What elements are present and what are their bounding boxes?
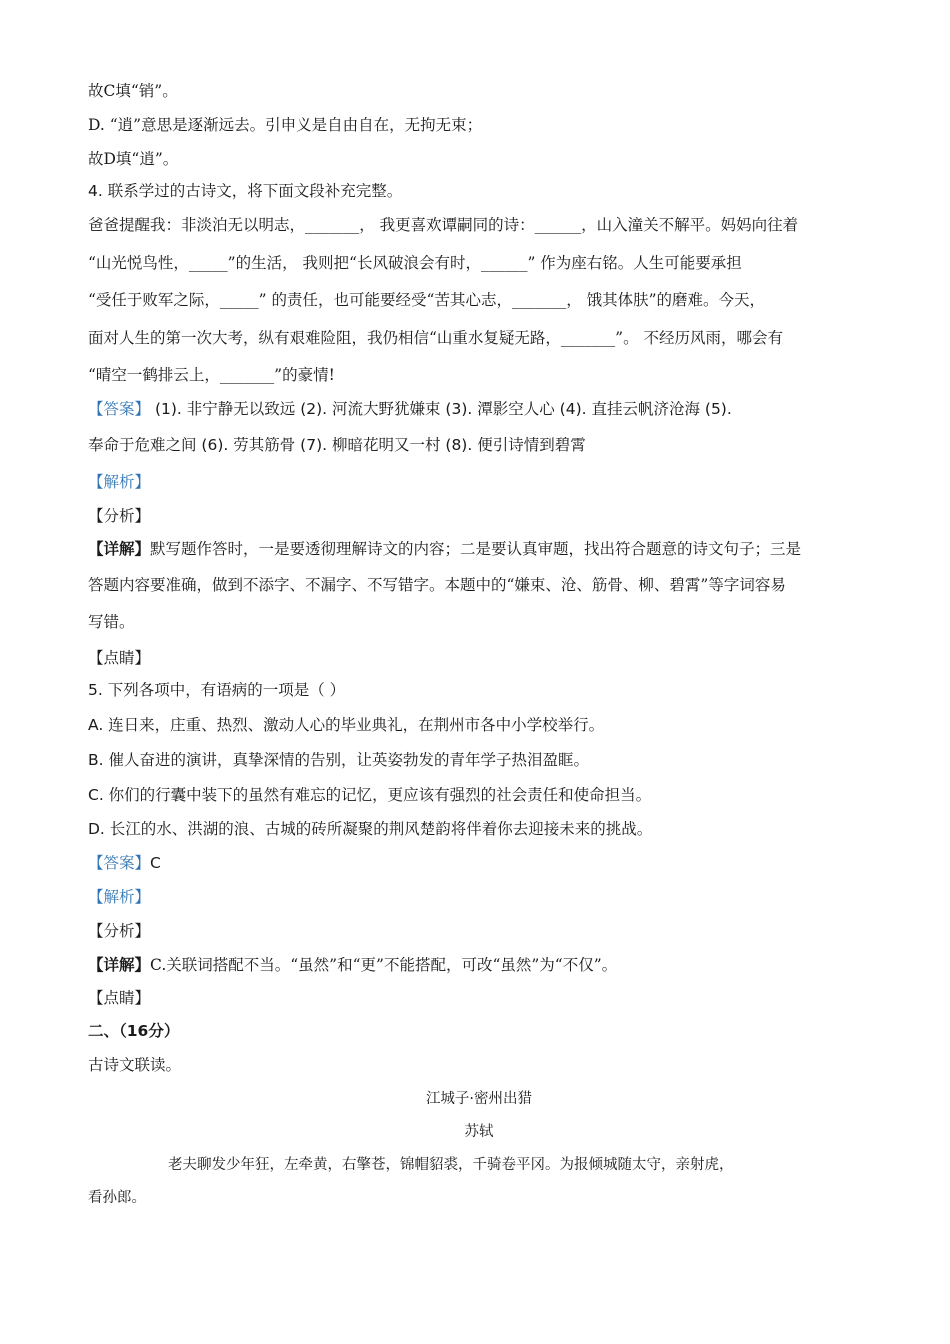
q4-answer-text-1: (1). 非宁静无以致远 (2). 河流大野犹嫌束 (3). 潭影空人心 (4). 直挂云帆济沧海 (5). (154, 400, 732, 418)
q4-detail-text-1: 默写题作答时，一是要透彻理解诗文的内容；二是要认真审题，找出符合题意的诗文句子；三是 (150, 540, 802, 558)
detail-tag: 【详解】 (88, 540, 151, 558)
answer-tag: 【答案】 (88, 400, 151, 418)
q5-option-b: B. 催人奋进的演讲，真挚深情的告别，让英姿勃发的青年学子热泪盈眶。 (88, 751, 589, 769)
poem-author: 苏轼 (464, 1124, 494, 1140)
q5-answer-value: C (150, 854, 161, 872)
q4-passage-line-1: 爸爸提醒我：非淡泊无以明志，_______， 我更喜欢谭嗣同的诗：______，山入潼关不解平。妈妈向往着 (88, 216, 799, 234)
section-2-intro: 古诗文联读。 (88, 1056, 182, 1074)
q5-option-c: C. 你们的行囊中装下的虽然有难忘的记忆，更应该有强烈的社会责任和使命担当。 (88, 786, 652, 804)
q4-passage-line-2: “山光悦鸟性，_____”的生活， 我则把“长风破浪会有时，______” 作为座右铭。人生可能要承担 (88, 254, 742, 272)
q5-option-a: A. 连日来，庄重、热烈、激动人心的毕业典礼，在荆州市各中小学校举行。 (88, 716, 605, 734)
q5-dianjing-tag: 【点睛】 (88, 989, 151, 1007)
q4-detail-line-1 (88, 538, 801, 560)
q4-fenxi-tag: 【分析】 (88, 507, 151, 525)
poem-line-2: 看孙郎。 (88, 1190, 146, 1206)
answer-tag: 【答案】 (88, 854, 151, 872)
poem-title: 江城子·密州出猎 (425, 1091, 533, 1107)
q4-answer-line-1 (88, 398, 732, 420)
q4-passage-line-5: “晴空一鹤排云上，_______”的豪情! (88, 366, 335, 384)
section-2-heading: 二、（16分） (88, 1022, 180, 1040)
q3-line-3: 故D填“逍”。 (88, 150, 179, 168)
detail-tag: 【详解】 (88, 956, 151, 974)
q4-title: 4. 联系学过的古诗文，将下面文段补充完整。 (88, 182, 403, 200)
q5-detail-text: C.关联词搭配不当。“虽然”和“更”不能搭配，可改“虽然”为“不仅”。 (150, 956, 618, 974)
q5-answer-line (88, 852, 161, 874)
q4-passage-line-3: “受任于败军之际，_____” 的责任，也可能要经受“苦其心志，_______， 饿其体肤”的磨难。今天， (88, 291, 766, 309)
q4-passage-line-4: 面对人生的第一次大考，纵有艰难险阻，我仍相信“山重水复疑无路，_______”。 不经历风雨，哪会有 (88, 329, 784, 347)
q4-answer-line-2: 奉命于危难之间 (6). 劳其筋骨 (7). 柳暗花明又一村 (8). 便引诗情到碧霄 (88, 436, 586, 454)
q5-fenxi-tag: 【分析】 (88, 922, 151, 940)
q3-line-2: D. “逍”意思是逐渐远去。引申义是自由自在，无拘无束； (88, 116, 483, 134)
q4-detail-line-2: 答题内容要准确，做到不添字、不漏字、不写错字。本题中的“嫌束、沧、筋骨、柳、碧霄”等字词容易 (88, 576, 786, 594)
poem-line-1: 老夫聊发少年狂，左牵黄，右擎苍，锦帽貂裘，千骑卷平冈。为报倾城随太守，亲射虎， (168, 1157, 734, 1173)
q5-detail-line (88, 954, 617, 976)
q5-title: 5. 下列各项中，有语病的一项是（ ） (88, 681, 346, 699)
q5-analysis-tag: 【解析】 (88, 888, 151, 906)
q5-option-d: D. 长江的水、洪湖的浪、古城的砖所凝聚的荆风楚韵将伴着你去迎接未来的挑战。 (88, 820, 653, 838)
q3-line-1: 故C填“销”。 (88, 82, 178, 100)
q4-detail-line-3: 写错。 (88, 613, 135, 631)
q4-dianjing-tag: 【点睛】 (88, 649, 151, 667)
q4-analysis-tag: 【解析】 (88, 473, 151, 491)
